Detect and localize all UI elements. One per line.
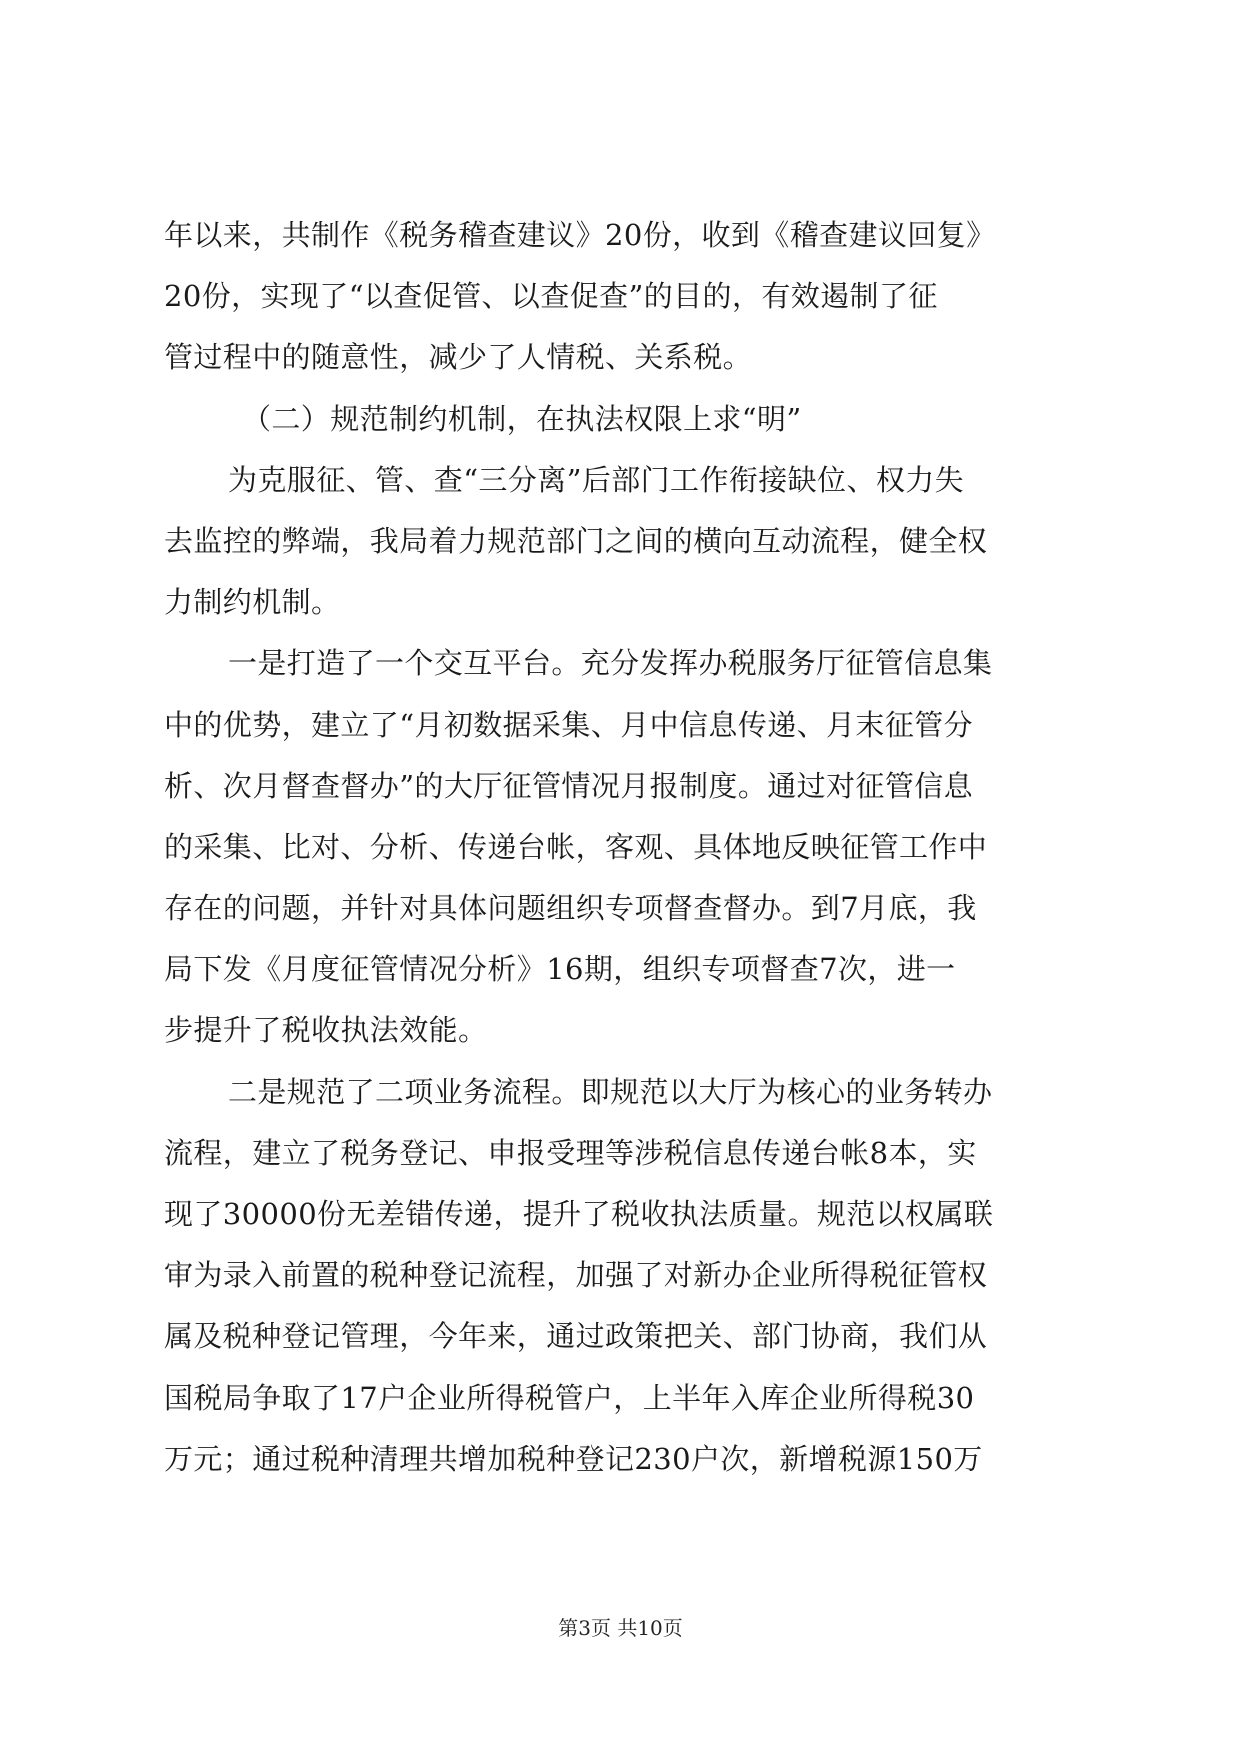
text-line: 一是打造了一个交互平台。充分发挥办税服务厅征管信息集 — [228, 646, 993, 681]
text-line: 步提升了税收执法效能。 — [164, 1013, 488, 1048]
text-line: 力制约机制。 — [164, 585, 341, 620]
text-line: 审为录入前置的税种登记流程，加强了对新办企业所得税征管权 — [164, 1258, 988, 1293]
text-line: 管过程中的随意性，减少了人情税、关系税。 — [164, 340, 753, 375]
text-line: 万元；通过税种清理共增加税种登记230户次，新增税源150万 — [164, 1441, 983, 1476]
text-line: 为克服征、管、查“三分离”后部门工作衔接缺位、权力失 — [228, 462, 965, 497]
text-line: 二是规范了二项业务流程。即规范以大厅为核心的业务转办 — [228, 1074, 993, 1109]
text-line: 20份，实现了“以查促管、以查促查”的目的，有效遏制了征 — [164, 279, 938, 314]
text-line: 存在的问题，并针对具体问题组织专项督查督办。到7月底，我 — [164, 891, 977, 926]
body-text — [164, 205, 1084, 1490]
text-line: 国税局争取了17户企业所得税管户，上半年入库企业所得税30 — [164, 1380, 975, 1415]
text-line: 局下发《月度征管情况分析》16期，组织专项督查7次，进一 — [164, 952, 956, 987]
section-heading: （二）规范制约机制，在执法权限上求“明” — [242, 401, 802, 436]
text-line: 中的优势，建立了“月初数据采集、月中信息传递、月末征管分 — [164, 707, 974, 742]
text-line: 的采集、比对、分析、传递台帐，客观、具体地反映征管工作中 — [164, 829, 988, 864]
text-line: 现了30000份无差错传递，提升了税收执法质量。规范以权属联 — [164, 1197, 994, 1231]
text-line: 去监控的弊端，我局着力规范部门之间的横向互动流程，健全权 — [164, 523, 988, 558]
page-number: 第3页 共10页 — [558, 1616, 683, 1640]
text-line: 析、次月督查督办”的大厅征管情况月报制度。通过对征管信息 — [164, 768, 974, 803]
text-line: 流程，建立了税务登记、申报受理等涉税信息传递台帐8本，实 — [164, 1135, 977, 1170]
text-line: 属及税种登记管理，今年来，通过政策把关、部门协商，我们从 — [164, 1319, 988, 1354]
text-line: 年以来，共制作《税务稽查建议》20份，收到《稽查建议回复》 — [164, 218, 996, 252]
